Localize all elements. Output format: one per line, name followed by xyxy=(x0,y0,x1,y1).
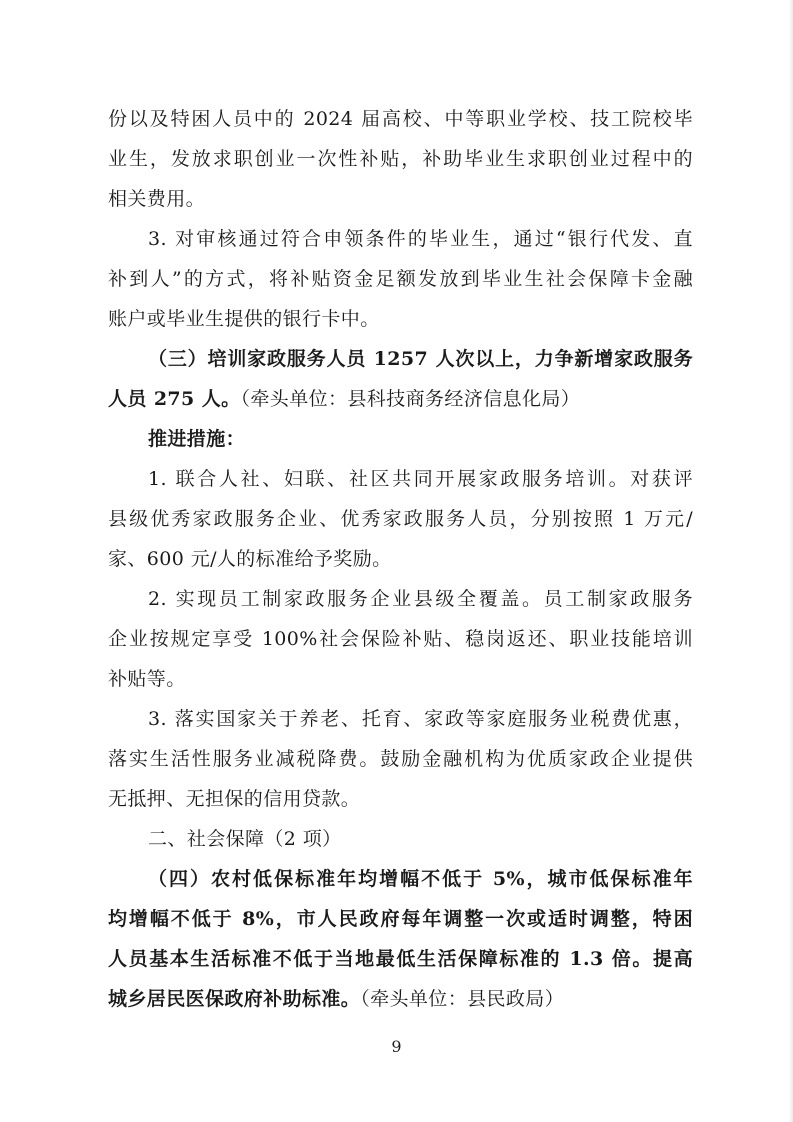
section-3-lead-unit: （牵头单位：县科技商务经济信息化局） xyxy=(240,388,581,410)
section-4-heading-continuation xyxy=(108,987,693,1011)
paragraph-line: 3. 对审核通过符合申领条件的毕业生，通过“银行代发、直 xyxy=(148,228,693,250)
section-3-target: 人员 275 人。 xyxy=(108,388,241,410)
measure-line: 县级优秀家政服务企业、优秀家政服务人员，分别按照 1 万元/ xyxy=(108,508,693,530)
section-3-heading: （三）培训家政服务人员 1257 人次以上，力争新增家政服务 xyxy=(148,348,693,370)
section-3-heading-continuation xyxy=(108,387,693,411)
measures-label: 推进措施： xyxy=(148,428,246,450)
measure-line: 3. 落实国家关于养老、托育、家政等家庭服务业税费优惠， xyxy=(148,708,693,730)
paragraph-line: 账户或毕业生提供的银行卡中。 xyxy=(108,308,380,330)
measure-line: 补贴等。 xyxy=(108,668,186,690)
paragraph-line: 相关费用。 xyxy=(108,188,206,210)
scan-edge-shadow xyxy=(789,0,793,1122)
measure-line: 企业按规定享受 100%社会保险补贴、稳岗返还、职业技能培训 xyxy=(108,628,693,650)
section-4-text: 城乡居民医保政府补助标准。 xyxy=(108,988,361,1010)
measure-line: 1. 联合人社、妇联、社区共同开展家政服务培训。对获评 xyxy=(148,468,693,490)
section-4-heading: 均增幅不低于 8%，市人民政府每年调整一次或适时调整，特困 xyxy=(108,908,693,930)
page-number: 9 xyxy=(391,1037,402,1056)
section-4-heading: 人员基本生活标准不低于当地最低生活保障标准的 1.3 倍。提高 xyxy=(108,948,693,970)
measure-line: 2. 实现员工制家政服务企业县级全覆盖。员工制家政服务 xyxy=(148,588,693,610)
paragraph-line: 补到人”的方式，将补贴资金足额发放到毕业生社会保障卡金融 xyxy=(108,268,693,290)
section-4-lead-unit: （牵头单位：县民政局） xyxy=(360,988,565,1010)
measure-line: 落实生活性服务业减税降费。鼓励金融机构为优质家政企业提供 xyxy=(108,748,693,770)
section-4-heading: （四）农村低保标准年均增幅不低于 5%，城市低保标准年 xyxy=(148,868,693,890)
measure-line: 无抵押、无担保的信用贷款。 xyxy=(108,788,361,810)
paragraph-line: 份以及特困人员中的 2024 届高校、中等职业学校、技工院校毕 xyxy=(108,108,693,130)
paragraph-line: 业生，发放求职创业一次性补贴，补助毕业生求职创业过程中的 xyxy=(108,148,693,170)
measure-line: 家、600 元/人的标准给予奖励。 xyxy=(108,548,392,570)
part-2-heading: 二、社会保障（2 项） xyxy=(148,828,342,850)
